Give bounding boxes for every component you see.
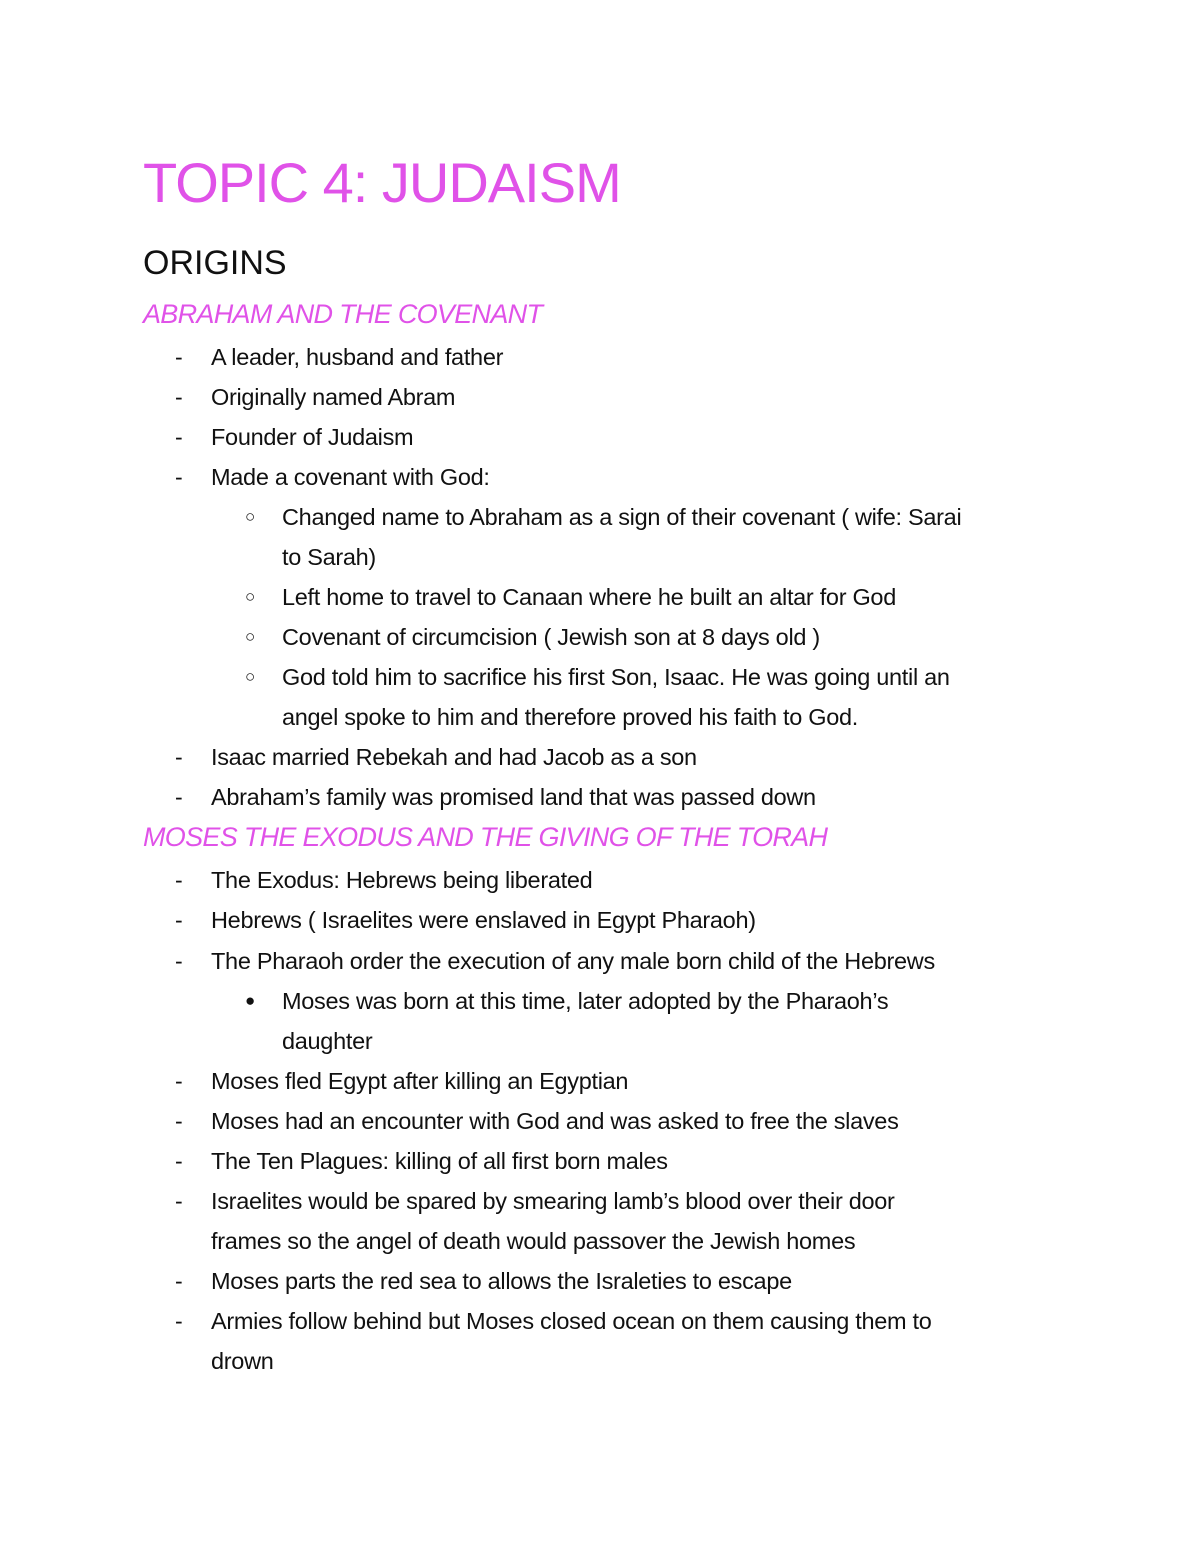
- list-item: Originally named Abram: [211, 384, 456, 410]
- sub-list-item-continuation: angel spoke to him and therefore proved his faith to God.: [282, 704, 858, 730]
- dash-bullet: -: [175, 1068, 183, 1094]
- dash-bullet: -: [175, 1148, 183, 1174]
- list-item: Hebrews ( Israelites were enslaved in Egypt Pharaoh): [211, 907, 756, 933]
- circle-bullet: ○: [245, 507, 256, 526]
- dash-bullet: -: [175, 948, 183, 974]
- list-item: Moses fled Egypt after killing an Egyptian: [211, 1068, 629, 1094]
- list-item: Made a covenant with God:: [211, 464, 490, 490]
- section-heading-origins: ORIGINS: [143, 244, 287, 282]
- list-item: Armies follow behind but Moses closed ocean on them causing them to: [211, 1308, 932, 1334]
- sub-list-item: Changed name to Abraham as a sign of their covenant ( wife: Sarai: [282, 504, 962, 530]
- sub-list-item: Moses was born at this time, later adopted by the Pharaoh’s: [282, 988, 889, 1014]
- circle-bullet: ○: [245, 627, 256, 646]
- dash-bullet: -: [175, 1188, 183, 1214]
- list-item: The Ten Plagues: killing of all first born males: [211, 1148, 668, 1174]
- dash-bullet: -: [175, 784, 183, 810]
- dash-bullet: -: [175, 744, 183, 770]
- circle-bullet: ○: [245, 587, 256, 606]
- list-item: A leader, husband and father: [211, 344, 504, 370]
- sub-list-item: Left home to travel to Canaan where he built an altar for God: [282, 584, 896, 610]
- dash-bullet: -: [175, 1108, 183, 1134]
- document-title: TOPIC 4: JUDAISM: [143, 151, 621, 214]
- list-item: Moses parts the red sea to allows the Israleties to escape: [211, 1268, 792, 1294]
- list-item: Founder of Judaism: [211, 424, 414, 450]
- dash-bullet: -: [175, 344, 183, 370]
- dash-bullet: -: [175, 464, 183, 490]
- dash-bullet: -: [175, 424, 183, 450]
- subheading-abraham: ABRAHAM AND THE COVENANT: [143, 299, 543, 329]
- circle-bullet: ○: [245, 667, 256, 686]
- sub-list-item: God told him to sacrifice his first Son, Isaac. He was going until an: [282, 664, 950, 690]
- dot-bullet: ●: [245, 991, 256, 1010]
- list-item: Moses had an encounter with God and was asked to free the slaves: [211, 1108, 899, 1134]
- sub-list-item-continuation: daughter: [282, 1028, 373, 1054]
- subheading-moses: MOSES THE EXODUS AND THE GIVING OF THE TORAH: [143, 822, 828, 852]
- list-item: Abraham’s family was promised land that was passed down: [211, 784, 816, 810]
- dash-bullet: -: [175, 907, 183, 933]
- dash-bullet: -: [175, 867, 183, 893]
- dash-bullet: -: [175, 1268, 183, 1294]
- list-item: The Exodus: Hebrews being liberated: [211, 867, 593, 893]
- sub-list-item: Covenant of circumcision ( Jewish son at 8 days old ): [282, 624, 820, 650]
- list-item: Israelites would be spared by smearing lamb’s blood over their door: [211, 1188, 895, 1214]
- list-item-continuation: frames so the angel of death would passover the Jewish homes: [211, 1228, 856, 1254]
- list-item: The Pharaoh order the execution of any male born child of the Hebrews: [211, 948, 935, 974]
- dash-bullet: -: [175, 1308, 183, 1334]
- dash-bullet: -: [175, 384, 183, 410]
- list-item: Isaac married Rebekah and had Jacob as a son: [211, 744, 697, 770]
- sub-list-item-continuation: to Sarah): [282, 544, 376, 570]
- list-item-continuation: drown: [211, 1348, 274, 1374]
